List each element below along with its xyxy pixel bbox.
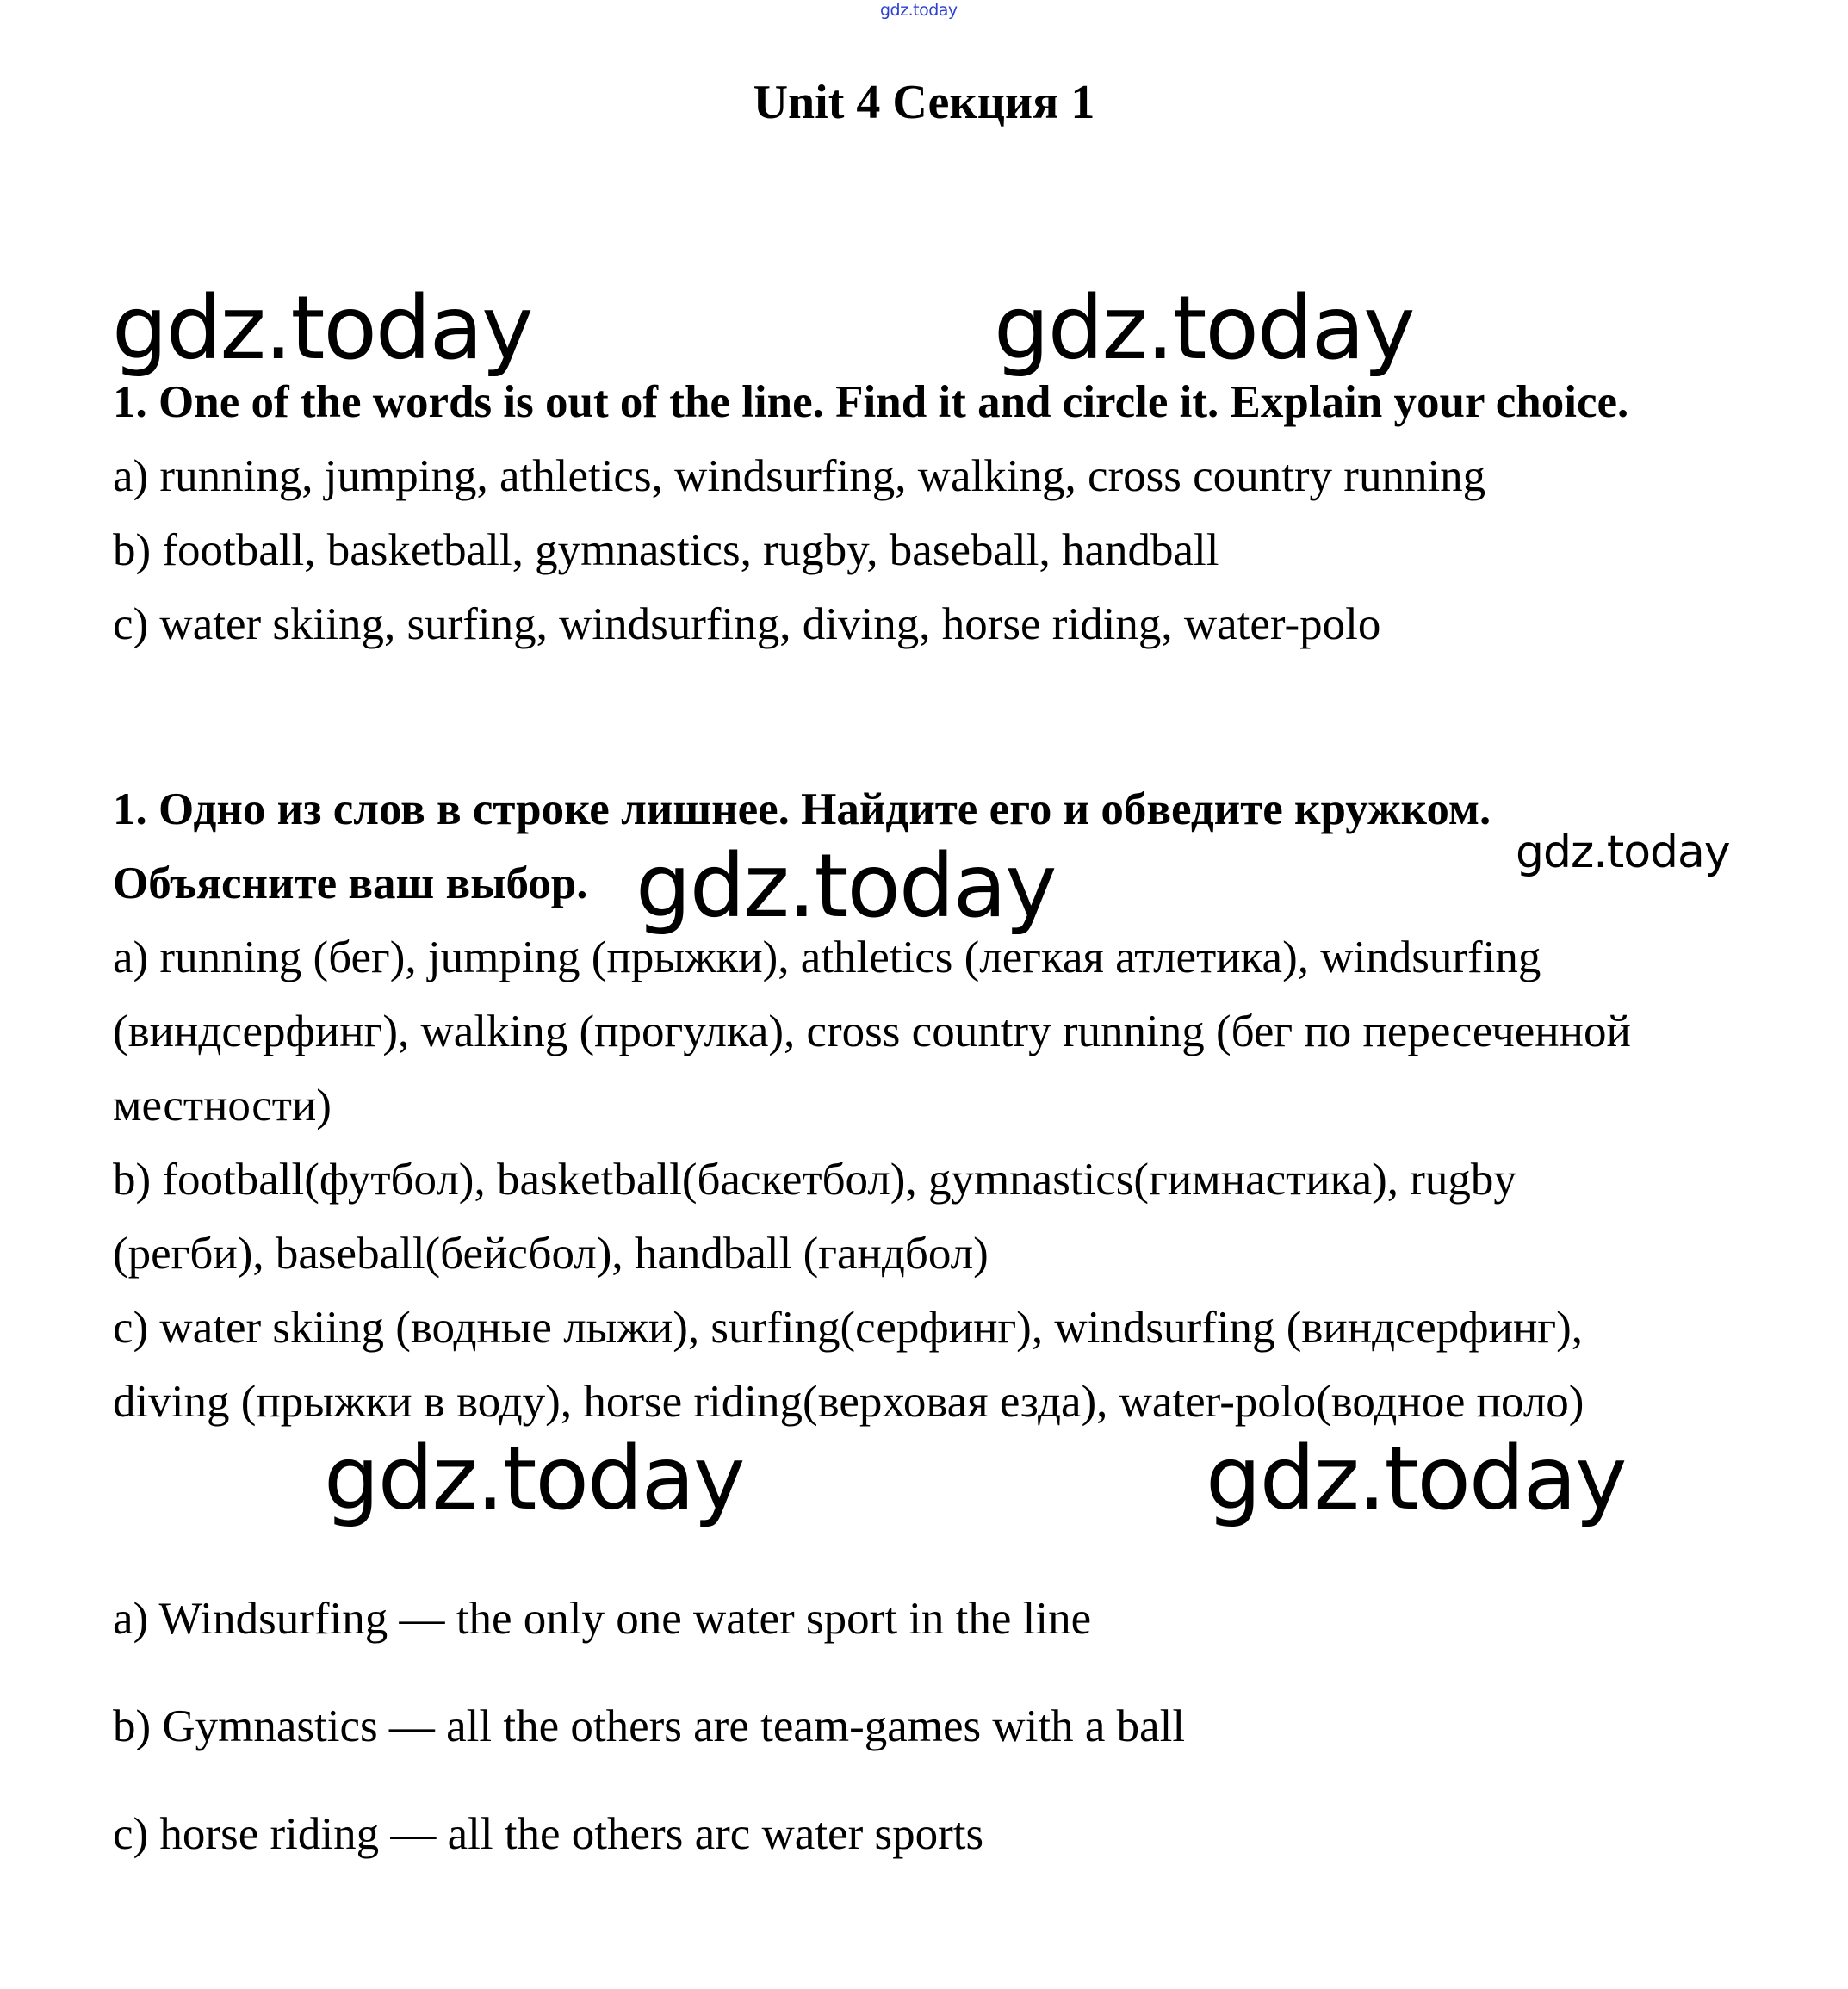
watermark: gdz.today: [324, 1428, 744, 1530]
task-en-heading: 1. One of the words is out of the line. Find it and circle it. Explain your choice.: [113, 377, 1629, 427]
watermark: gdz.today: [112, 277, 532, 380]
answer-line: c) horse riding — all the others arc water sports: [113, 1809, 984, 1859]
task-en-line: c) water skiing, surfing, windsurfing, diving, horse riding, water-polo: [113, 599, 1381, 649]
task-en-line: a) running, jumping, athletics, windsurfing, walking, cross country running: [113, 451, 1486, 501]
answer-line: b) Gymnastics — all the others are team-games with a ball: [113, 1701, 1186, 1751]
task-ru-heading: 1. Одно из слов в строке лишнее. Найдите его и обведите кружком.: [113, 784, 1491, 834]
task-ru-line: (виндсерфинг), walking (прогулка), cross country running (бег по пересеченной: [113, 1007, 1631, 1056]
task-en-line: b) football, basketball, gymnastics, rugby, baseball, handball: [113, 525, 1219, 575]
task-ru-line: diving (прыжки в воду), horse riding(верховая езда), water-polo(водное поло): [113, 1377, 1584, 1427]
watermark: gdz.today: [994, 277, 1414, 380]
task-ru-line: a) running (бег), jumping (прыжки), athletics (легкая атлетика), windsurfing: [113, 933, 1541, 982]
watermark: gdz.today: [1206, 1428, 1626, 1530]
task-ru-line: (регби), baseball(бейсбол), handball (гандбол): [113, 1229, 989, 1279]
watermark: gdz.today: [636, 835, 1056, 938]
page-title: Unit 4 Секция 1: [753, 76, 1095, 129]
task-ru-line: b) football(футбол), basketball(баскетбол), gymnastics(гимнастика), rugby: [113, 1155, 1516, 1205]
task-ru-heading: Объясните ваш выбор.: [113, 858, 588, 908]
task-ru-line: c) water skiing (водные лыжи), surfing(серфинг), windsurfing (виндсерфинг),: [113, 1303, 1583, 1353]
task-ru-line: местности): [113, 1081, 332, 1131]
watermark: gdz.today: [1516, 827, 1730, 878]
answer-line: a) Windsurfing — the only one water sport in the line: [113, 1594, 1092, 1644]
top-watermark: gdz.today: [880, 1, 958, 20]
